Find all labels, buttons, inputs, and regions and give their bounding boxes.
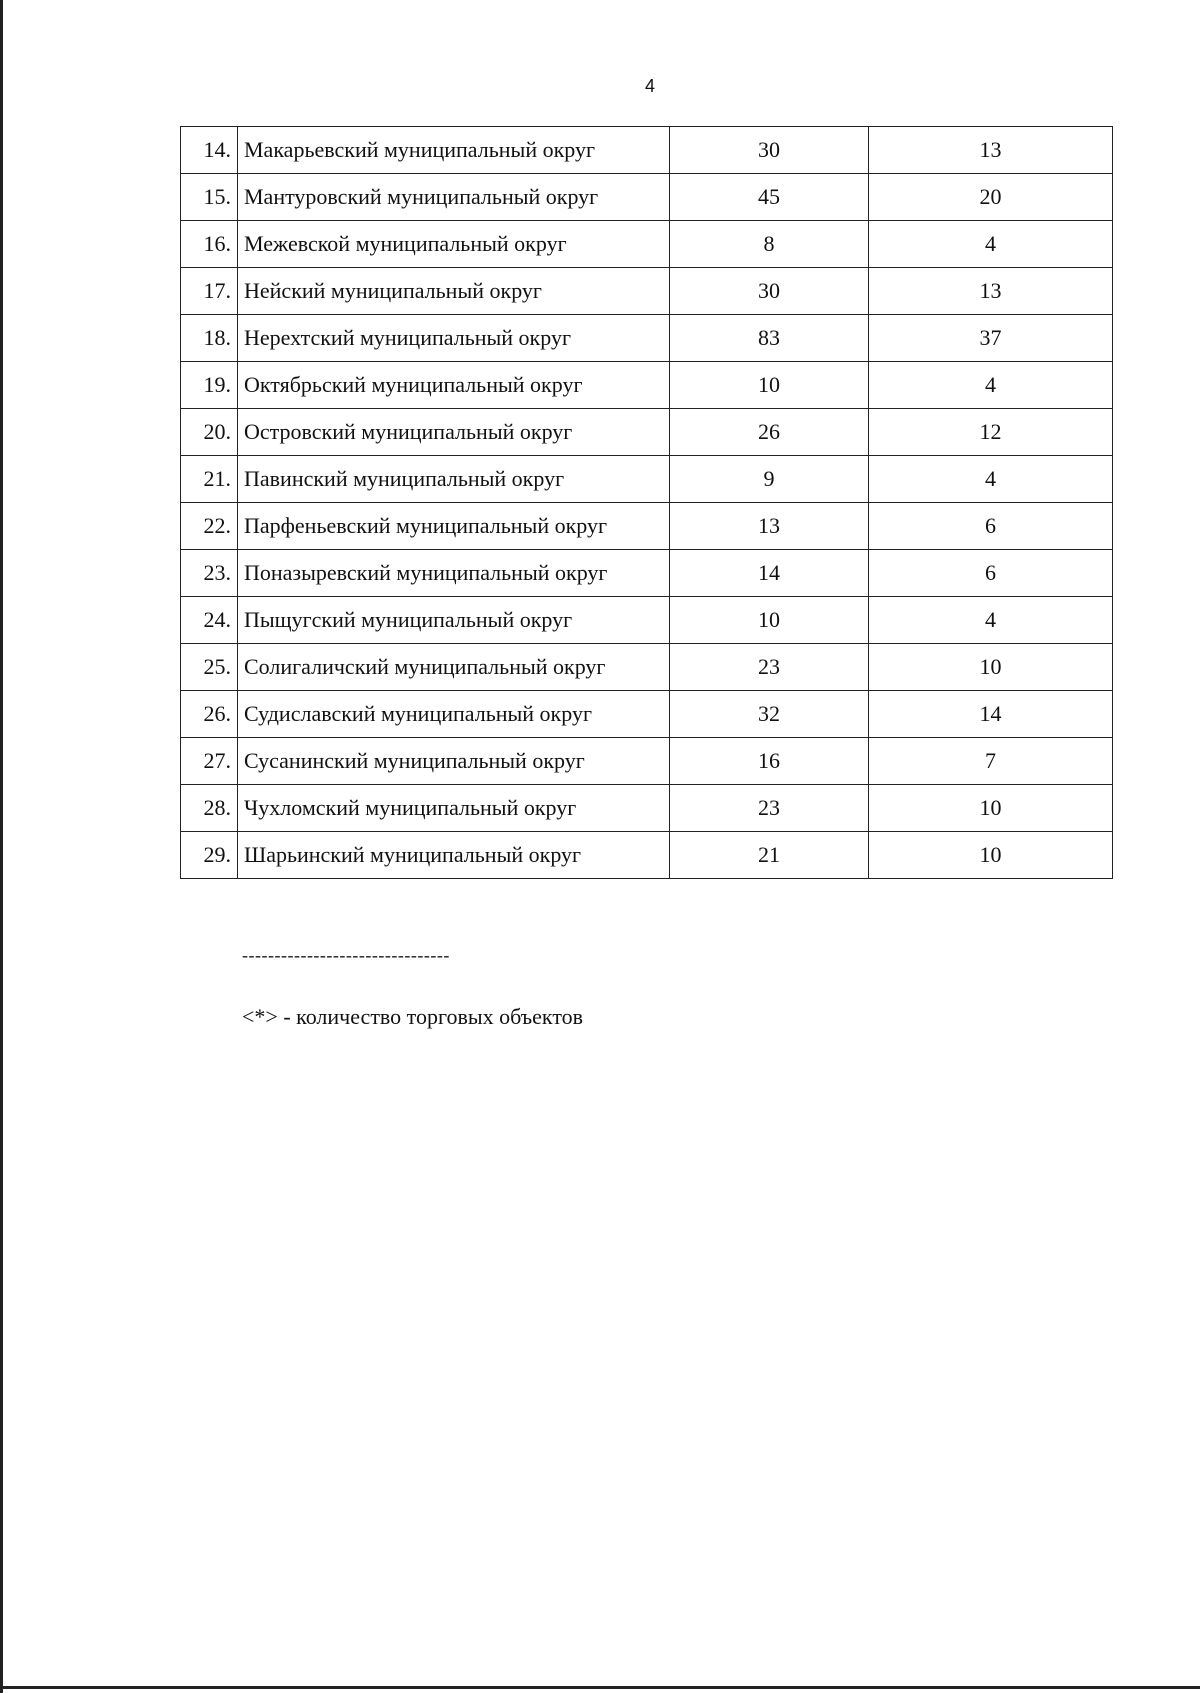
district-name-cell: Судиславский муниципальный округ (238, 691, 670, 738)
value-1-cell: 10 (670, 362, 869, 409)
district-name-cell: Макарьевский муниципальный округ (238, 127, 670, 174)
value-1-cell: 9 (670, 456, 869, 503)
row-number-cell: 25. (181, 644, 238, 691)
table-row (181, 409, 1113, 456)
table-row (181, 503, 1113, 550)
value-2-cell: 6 (869, 550, 1113, 597)
district-name-cell: Поназыревский муниципальный округ (238, 550, 670, 597)
district-name-cell: Парфеньевский муниципальный округ (238, 503, 670, 550)
district-name-cell: Нейский муниципальный округ (238, 268, 670, 315)
value-1-cell: 26 (670, 409, 869, 456)
district-name-cell: Сусанинский муниципальный округ (238, 738, 670, 785)
table-row (181, 832, 1113, 879)
district-name-cell: Островский муниципальный округ (238, 409, 670, 456)
row-number-cell: 26. (181, 691, 238, 738)
value-2-cell: 12 (869, 409, 1113, 456)
value-2-cell: 4 (869, 456, 1113, 503)
row-number-cell: 19. (181, 362, 238, 409)
district-name-cell: Павинский муниципальный округ (238, 456, 670, 503)
value-1-cell: 10 (670, 597, 869, 644)
value-2-cell: 4 (869, 221, 1113, 268)
value-2-cell: 4 (869, 597, 1113, 644)
footnote-separator: -------------------------------- (242, 945, 450, 965)
value-1-cell: 45 (670, 174, 869, 221)
value-1-cell: 23 (670, 785, 869, 832)
municipal-districts-table (180, 126, 1113, 879)
value-1-cell: 30 (670, 127, 869, 174)
value-2-cell: 7 (869, 738, 1113, 785)
table-row (181, 456, 1113, 503)
value-2-cell: 6 (869, 503, 1113, 550)
district-name-cell: Чухломский муниципальный округ (238, 785, 670, 832)
value-2-cell: 13 (869, 268, 1113, 315)
district-name-cell: Солигаличский муниципальный округ (238, 644, 670, 691)
row-number-cell: 14. (181, 127, 238, 174)
row-number-cell: 28. (181, 785, 238, 832)
table-row (181, 221, 1113, 268)
value-1-cell: 32 (670, 691, 869, 738)
table-row (181, 738, 1113, 785)
district-name-cell: Шарьинский муниципальный округ (238, 832, 670, 879)
value-1-cell: 83 (670, 315, 869, 362)
value-1-cell: 8 (670, 221, 869, 268)
value-1-cell: 23 (670, 644, 869, 691)
district-name-cell: Межевской муниципальный округ (238, 221, 670, 268)
table-row (181, 127, 1113, 174)
row-number-cell: 29. (181, 832, 238, 879)
row-number-cell: 27. (181, 738, 238, 785)
row-number-cell: 17. (181, 268, 238, 315)
value-2-cell: 10 (869, 785, 1113, 832)
row-number-cell: 24. (181, 597, 238, 644)
value-1-cell: 14 (670, 550, 869, 597)
district-name-cell: Пыщугский муниципальный округ (238, 597, 670, 644)
left-margin-rule (0, 0, 3, 1693)
table-row (181, 268, 1113, 315)
table-body (181, 127, 1113, 879)
value-2-cell: 10 (869, 644, 1113, 691)
value-1-cell: 30 (670, 268, 869, 315)
bottom-margin-rule (0, 1686, 1200, 1689)
table-row (181, 174, 1113, 221)
row-number-cell: 20. (181, 409, 238, 456)
row-number-cell: 23. (181, 550, 238, 597)
table-row (181, 691, 1113, 738)
table-row (181, 644, 1113, 691)
district-name-cell: Нерехтский муниципальный округ (238, 315, 670, 362)
table-row (181, 315, 1113, 362)
page-number: 4 (645, 76, 656, 96)
district-name-cell: Октябрьский муниципальный округ (238, 362, 670, 409)
footnote-text: <*> - количество торговых объектов (242, 1004, 584, 1029)
value-2-cell: 14 (869, 691, 1113, 738)
table-row (181, 362, 1113, 409)
row-number-cell: 16. (181, 221, 238, 268)
value-2-cell: 37 (869, 315, 1113, 362)
value-1-cell: 21 (670, 832, 869, 879)
table-row (181, 597, 1113, 644)
value-2-cell: 20 (869, 174, 1113, 221)
value-2-cell: 4 (869, 362, 1113, 409)
table-row (181, 785, 1113, 832)
value-1-cell: 13 (670, 503, 869, 550)
row-number-cell: 21. (181, 456, 238, 503)
row-number-cell: 18. (181, 315, 238, 362)
row-number-cell: 22. (181, 503, 238, 550)
value-2-cell: 13 (869, 127, 1113, 174)
district-name-cell: Мантуровский муниципальный округ (238, 174, 670, 221)
value-2-cell: 10 (869, 832, 1113, 879)
row-number-cell: 15. (181, 174, 238, 221)
value-1-cell: 16 (670, 738, 869, 785)
table-row (181, 550, 1113, 597)
